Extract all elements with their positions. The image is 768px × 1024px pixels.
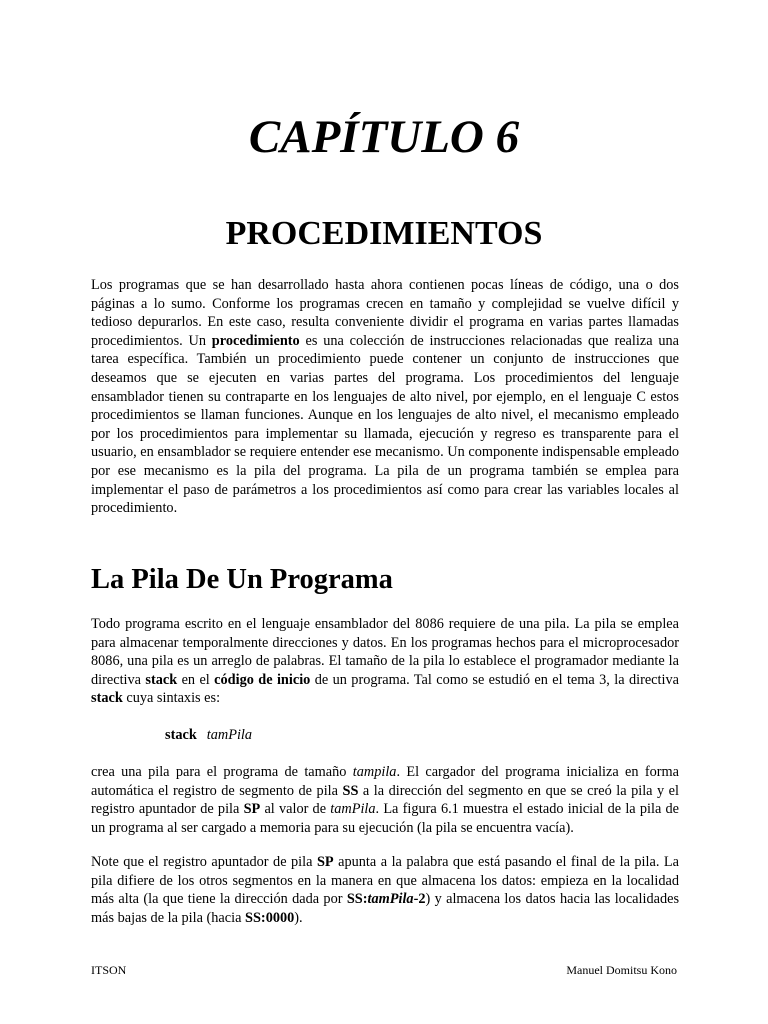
stack-paragraph bbox=[91, 615, 679, 708]
loader-bold-ss: SS bbox=[342, 782, 359, 799]
pointer-text-1: Note que el registro apuntador de pila bbox=[91, 854, 317, 870]
code-example bbox=[165, 726, 252, 745]
pointer-text-2: apunta a la palabra que está pasando el final de la pila. La pila difiere de los otros segmentos en la manera en que almacena los datos: empieza en la localidad más alta (la que tiene la dirección dada por bbox=[91, 854, 679, 908]
pointer-italic-tampila: tamPila bbox=[367, 891, 414, 908]
loader-bold-sp: SP bbox=[243, 801, 261, 818]
section-heading: La Pila De Un Programa bbox=[91, 564, 393, 595]
intro-paragraph bbox=[91, 276, 679, 518]
loader-paragraph bbox=[91, 763, 679, 837]
footer-institution: ITSON bbox=[91, 963, 127, 977]
loader-text-2: . El cargador del programa inicializa en forma automática el registro de segmento de pila bbox=[91, 764, 679, 799]
stack-text-1: Todo programa escrito en el lenguaje ensamblador del 8086 requiere de una pila. La pila se emplea para almacenar temporalmente direcciones y datos. En los programas hechos para el microprocesador 8086, una pila es un arreglo de palabras. El tamaño de la pila lo establece el programador mediante la directiva bbox=[91, 616, 679, 688]
stack-bold-stack: stack bbox=[145, 671, 178, 688]
loader-text-5: . La figura 6.1 muestra el estado inicial de la pila de un programa al ser cargado a memoria para su ejecución (la pila se encuentra vacía). bbox=[91, 801, 679, 836]
code-argument: tamPila bbox=[206, 727, 253, 743]
intro-text-1: Los programas que se han desarrollado hasta ahora contienen pocas líneas de código, una o dos páginas a lo sumo. Conforme los programas crecen en tamaño y complejidad se vuelve difícil y tedioso depurarlos. En este caso, resulta conveniente dividir el programa en varias partes llamadas procedimientos. Un bbox=[91, 277, 679, 349]
pointer-bold-ss: SS: bbox=[346, 891, 368, 908]
loader-text-3: a la dirección del segmento en que se creó la pila y el registro apuntador de pila bbox=[91, 782, 679, 818]
pointer-text-3: ) y almacena los datos hacia las localidades más bajas de la pila (hacia bbox=[91, 891, 680, 926]
footer-author: Manuel Domitsu Kono bbox=[566, 963, 677, 977]
pointer-bold-minus-two: -2 bbox=[413, 891, 426, 908]
stack-text-4: cuya sintaxis es: bbox=[122, 690, 221, 707]
loader-text-4: al valor de bbox=[260, 801, 331, 818]
pointer-text-4: ). bbox=[294, 909, 303, 926]
pointer-bold-ss0000: SS:0000 bbox=[245, 909, 295, 926]
stack-bold-stack-2: stack bbox=[91, 690, 123, 707]
pointer-bold-sp: SP bbox=[316, 854, 334, 870]
chapter-heading: CAPÍTULO 6 bbox=[248, 111, 520, 163]
loader-italic-tampila-2: tamPila bbox=[330, 801, 376, 818]
pointer-paragraph bbox=[91, 853, 679, 927]
loader-italic-tampila: tampila bbox=[352, 764, 397, 780]
chapter-title: PROCEDIMIENTOS bbox=[225, 215, 543, 252]
loader-text-1: crea una pila para el programa de tamaño bbox=[91, 764, 353, 780]
pointer-bold-italic-tampila bbox=[368, 891, 414, 907]
code-keyword: stack bbox=[165, 727, 197, 743]
stack-text-3: de un programa. Tal como se estudió en el tema 3, la directiva bbox=[310, 671, 679, 688]
intro-text-2: es una colección de instrucciones relacionadas que realiza una tarea específica. También un procedimiento puede contener un conjunto de instrucciones que deseamos que se ejecuten en varias partes del programa. Los procedimientos del lenguaje ensamblador tienen su contraparte en los lenguajes de alto nivel, por ejemplo, en el lenguaje C estos procedimientos se llaman funciones. Aunque en los lenguajes de alto nivel, el mecanismo empleado por los procedimientos para implementar su llamada, ejecución y regreso es transparente para el usuario, en ensamblador se requiere entender ese mecanismo. Un componente indispensable empleado por ese mecanismo es la pila del programa. La pila de un programa también se emplea para implementar el paso de parámetros a los procedimientos así como para crear las variables locales al procedimiento. bbox=[91, 332, 679, 517]
stack-text-2: en el bbox=[177, 671, 215, 688]
intro-bold-procedimiento: procedimiento bbox=[211, 332, 300, 349]
stack-bold-codigo-inicio: código de inicio bbox=[214, 671, 311, 688]
